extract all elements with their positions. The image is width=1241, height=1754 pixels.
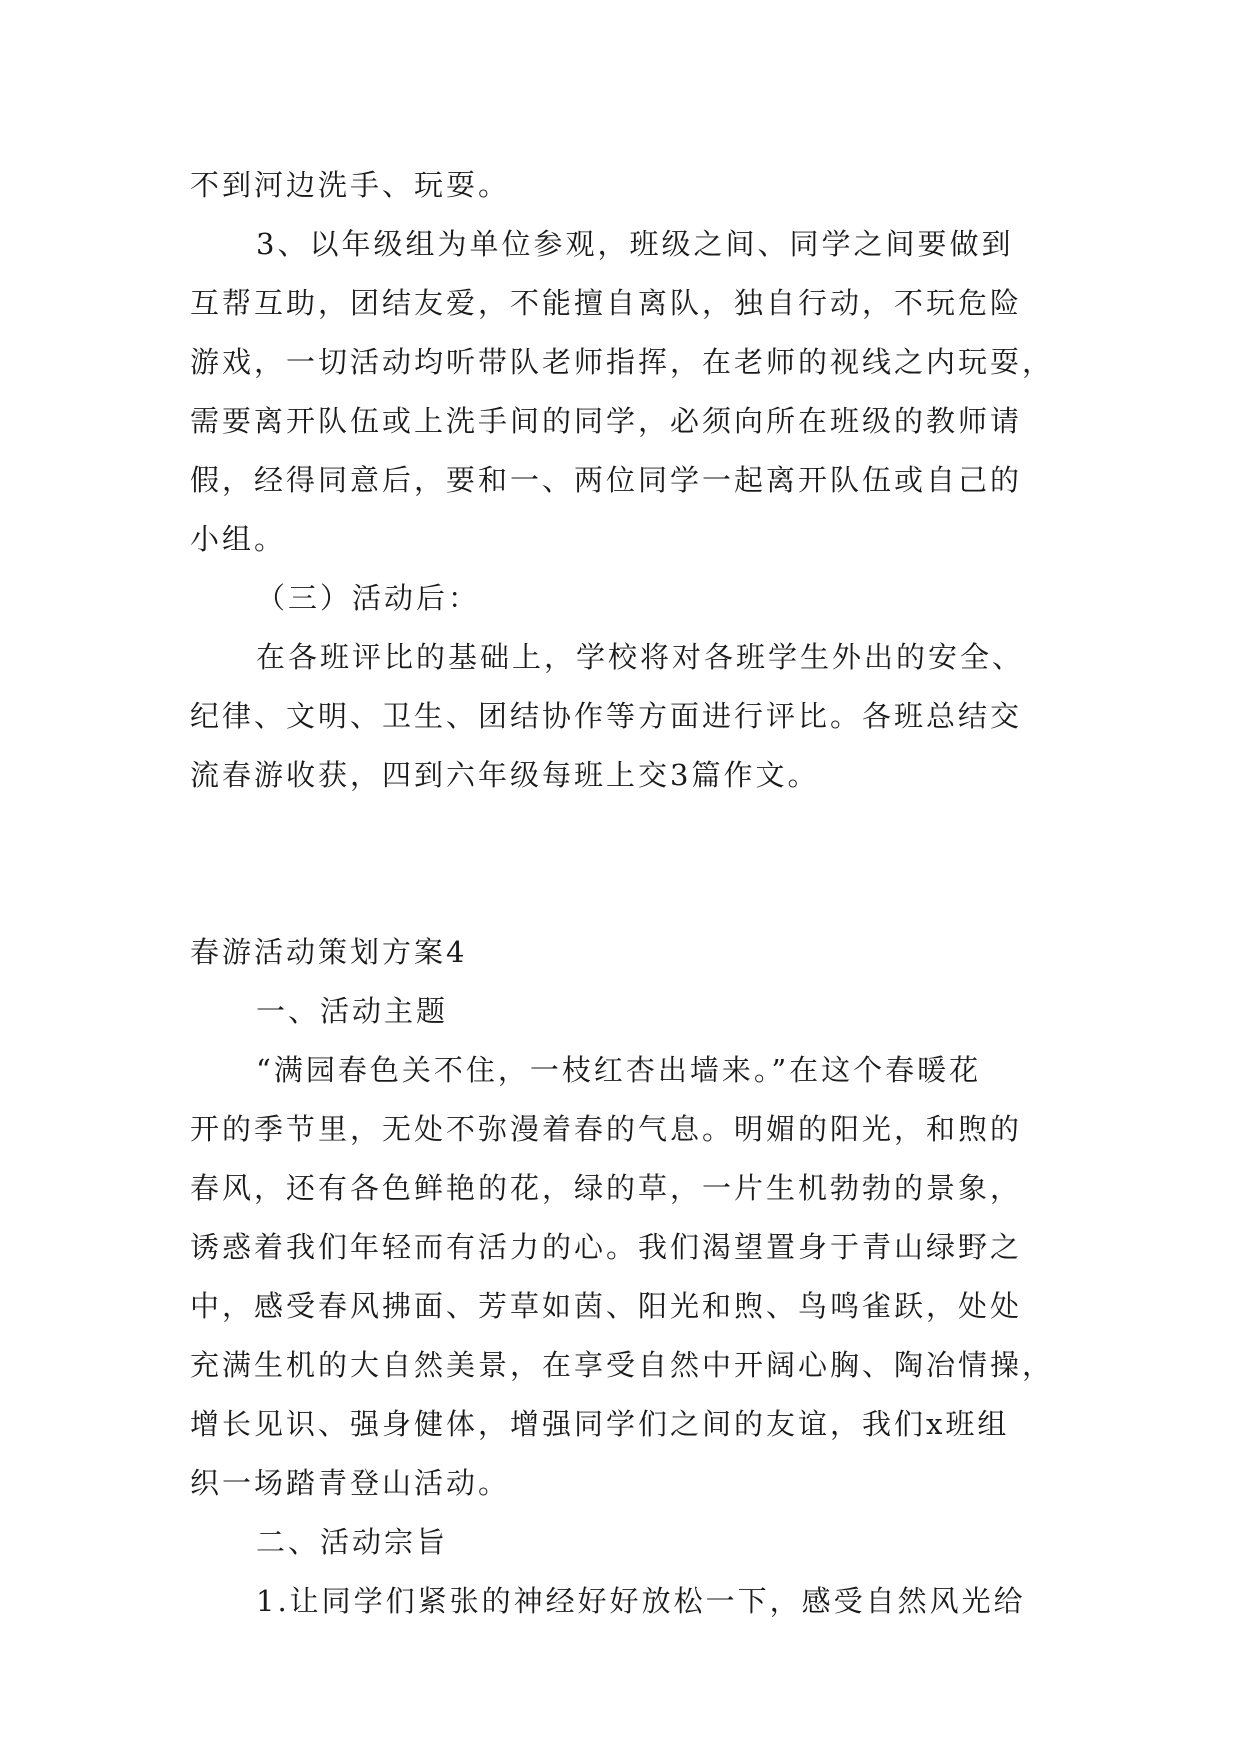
paragraph-line: 纪律、文明、卫生、团结协作等方面进行评比。各班总结交 <box>190 699 1023 733</box>
paragraph-line: 增长见识、强身健体，增强同学们之间的友谊，我们x班组 <box>190 1407 1010 1441</box>
section-spacer <box>190 805 1070 923</box>
paragraph-line: 假，经得同意后，要和一、两位同学一起离开队伍或自己的 <box>190 463 1023 497</box>
paragraph-line: 充满生机的大自然美景，在享受自然中开阔心胸、陶冶情操， <box>190 1348 1055 1382</box>
paragraph-line: 在各班评比的基础上，学校将对各班学生外出的安全、 <box>256 640 1025 674</box>
paragraph-line: 中，感受春风拂面、芳草如茵、阳光和煦、鸟鸣雀跃，处处 <box>190 1289 1023 1323</box>
paragraph-line: “满园春色关不住，一枝红杏出墙来。”在这个春暖花 <box>256 1053 982 1087</box>
paragraph-line: 3、以年级组为单位参观，班级之间、同学之间要做到 <box>256 227 1014 261</box>
paragraph-line: 小组。 <box>190 522 287 556</box>
paragraph-line: 织一场踏青登山活动。 <box>190 1466 511 1500</box>
paragraph-line: 互帮互助，团结友爱，不能擅自离队，独自行动，不玩危险 <box>190 286 1023 320</box>
paragraph-line: 开的季节里，无处不弥漫着春的气息。明媚的阳光，和煦的 <box>190 1112 1023 1146</box>
section-title: 春游活动策划方案4 <box>190 935 468 969</box>
paragraph-line: 游戏，一切活动均听带队老师指挥，在老师的视线之内玩耍， <box>190 345 1055 379</box>
paragraph-line: 不到河边洗手、玩耍。 <box>190 168 511 202</box>
paragraph-line: 流春游收获，四到六年级每班上交3篇作文。 <box>190 758 820 792</box>
document-body <box>190 156 1070 1631</box>
paragraph-line: 诱惑着我们年轻而有活力的心。我们渴望置身于青山绿野之 <box>190 1230 1023 1264</box>
subsection-heading: （三）活动后： <box>256 581 481 615</box>
paragraph-line: 需要离开队伍或上洗手间的同学，必须向所在班级的教师请 <box>190 404 1023 438</box>
paragraph-line: 1.让同学们紧张的神经好好放松一下，感受自然风光给 <box>256 1584 1026 1618</box>
subsection-heading: 二、活动宗旨 <box>256 1525 449 1559</box>
subsection-heading: 一、活动主题 <box>256 994 449 1028</box>
paragraph-line: 春风，还有各色鲜艳的花，绿的草，一片生机勃勃的景象， <box>190 1171 1023 1205</box>
